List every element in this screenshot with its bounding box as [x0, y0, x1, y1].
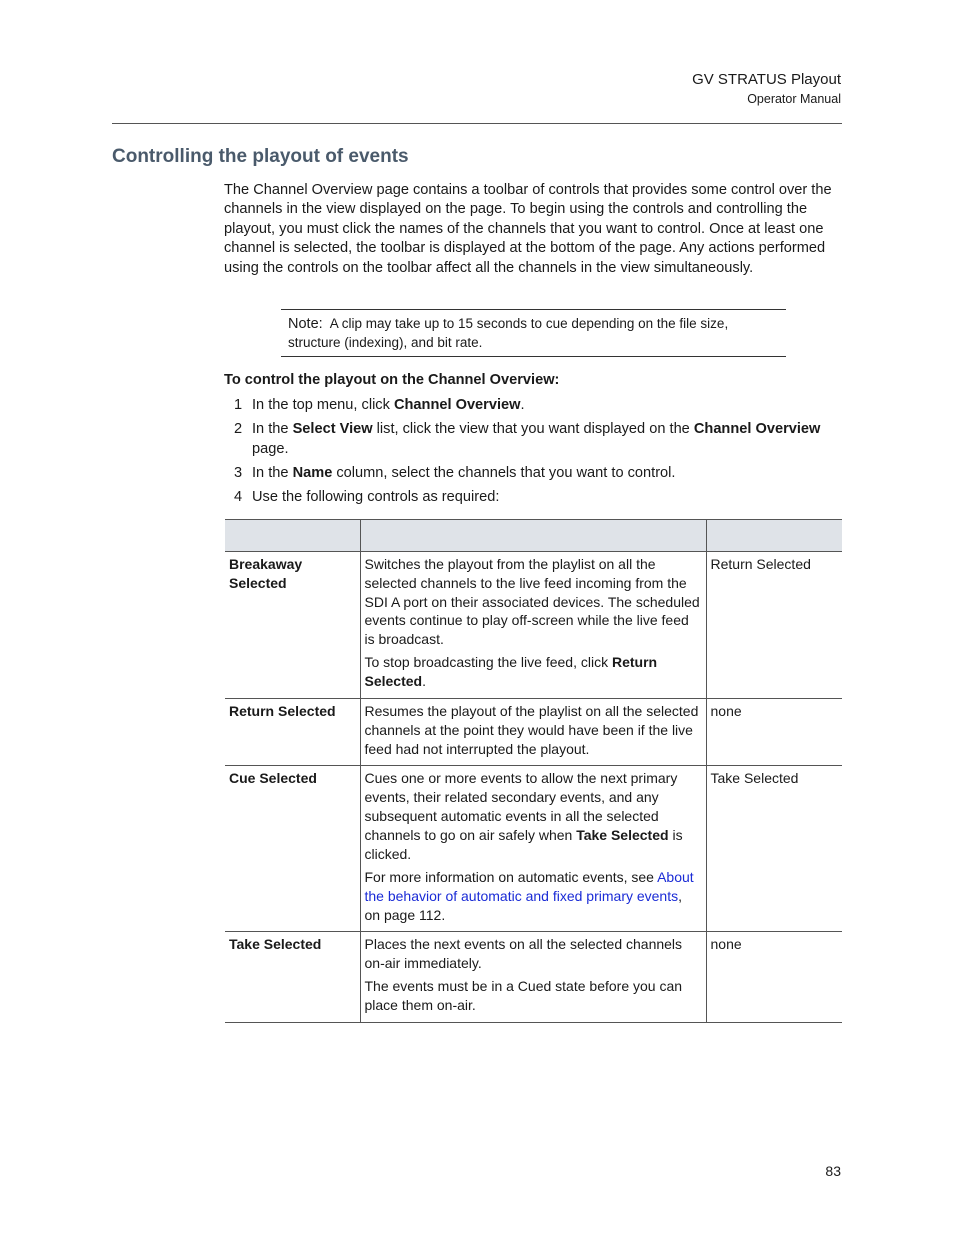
step-text: In the	[252, 464, 293, 481]
control-name: Breakaway Selected	[225, 552, 360, 699]
control-next-action: none	[706, 699, 842, 766]
step-number: 3	[234, 464, 243, 481]
ui-term: Name	[292, 464, 333, 481]
description-text: , on page 112.	[364, 887, 683, 923]
description-text: Cues one or more events to allow the next primary events, their related secondary events, and any subsequent automatic events in all the selected channels to go on air safely when	[364, 770, 678, 843]
step-text: column, select the channels that you want to control.	[332, 464, 676, 481]
cross-reference-link[interactable]: About the behavior of automatic and fixed primary events	[364, 868, 694, 904]
section-title: Controlling the playout of events	[112, 146, 409, 167]
step-number: 2	[234, 421, 243, 437]
header-divider	[112, 123, 842, 124]
page-number: 83	[825, 1163, 841, 1179]
step-item	[234, 420, 844, 459]
description-text: is clicked.	[364, 826, 683, 862]
header-manual-name: Operator Manual	[747, 92, 841, 106]
step-item	[234, 396, 844, 416]
table-header-cell	[360, 520, 706, 552]
note-label: Note:	[288, 316, 323, 332]
control-name: Cue Selected	[225, 766, 360, 932]
control-name: Return Selected	[225, 699, 360, 766]
ui-term: Channel Overview	[693, 421, 821, 437]
control-next-action: none	[706, 932, 842, 1023]
description-text: To stop broadcasting the live feed, click	[364, 654, 612, 671]
description-paragraph: The events must be in a Cued state before you can place them on-air.	[364, 978, 683, 1014]
table-row	[225, 766, 842, 932]
step-item	[234, 464, 844, 484]
control-description	[360, 699, 706, 766]
description-text: .	[422, 673, 426, 690]
step-text: list, click the view that you want displayed on the	[372, 421, 694, 437]
note-box	[281, 309, 786, 357]
description-paragraph	[365, 769, 701, 863]
table-header-cell	[225, 520, 360, 552]
header-product-name: GV STRATUS Playout	[692, 71, 841, 88]
description-text: For more information on automatic events, see	[364, 868, 658, 885]
control-description	[360, 552, 706, 699]
control-name: Take Selected	[225, 932, 360, 1023]
procedure-heading: To control the playout on the Channel Overview:	[224, 372, 560, 388]
step-number: 4	[234, 488, 243, 505]
table-row	[225, 552, 842, 699]
controls-table	[225, 519, 842, 1023]
ui-term: Return Selected	[364, 654, 658, 690]
step-text: Use the following controls as required:	[252, 488, 500, 505]
description-paragraph	[365, 868, 701, 924]
ui-term: Take Selected	[576, 826, 669, 843]
control-next-action: Take Selected	[706, 766, 842, 932]
intro-paragraph: The Channel Overview page contains a toolbar of controls that provides some control over the channels in the view displayed on the page. To begin using the controls and controlling the playout, you must click the names of the channels that you want to control. Once at least one channel is selected, the toolbar is displayed at the bottom of the page. Any actions performed using the controls on the toolbar affect all the channels in the view simultaneously.	[224, 182, 832, 276]
note-text: A clip may take up to 15 seconds to cue depending on the file size, structure (indexing), and bit rate.	[288, 316, 729, 350]
table-row	[225, 699, 842, 766]
ui-term: Select View	[292, 421, 373, 437]
table-header-row	[225, 520, 842, 552]
step-text: .	[520, 397, 525, 413]
control-description	[360, 766, 706, 932]
description-paragraph: Places the next events on all the selected channels on-air immediately.	[364, 936, 683, 972]
step-text: In the top menu, click	[252, 397, 394, 413]
step-text: In the	[252, 421, 293, 437]
step-text: page.	[252, 440, 289, 457]
description-paragraph	[365, 653, 701, 691]
control-description	[360, 932, 706, 1023]
control-next-action: Return Selected	[706, 552, 842, 699]
ui-term: Channel Overview	[393, 397, 521, 413]
description-paragraph: Switches the playout from the playlist on all the selected channels to the live feed incoming from the SDI A port on their associated devices. The scheduled events continue to play off-screen while the live feed is broadcast.	[364, 556, 700, 648]
step-number: 1	[234, 397, 243, 413]
procedure-steps	[234, 396, 844, 512]
table-row	[225, 932, 842, 1023]
table-header-cell	[706, 520, 842, 552]
step-item	[234, 488, 844, 508]
description-paragraph: Resumes the playout of the playlist on all the selected channels at the point they would have been if the live feed had not interrupted the playout.	[364, 703, 699, 757]
